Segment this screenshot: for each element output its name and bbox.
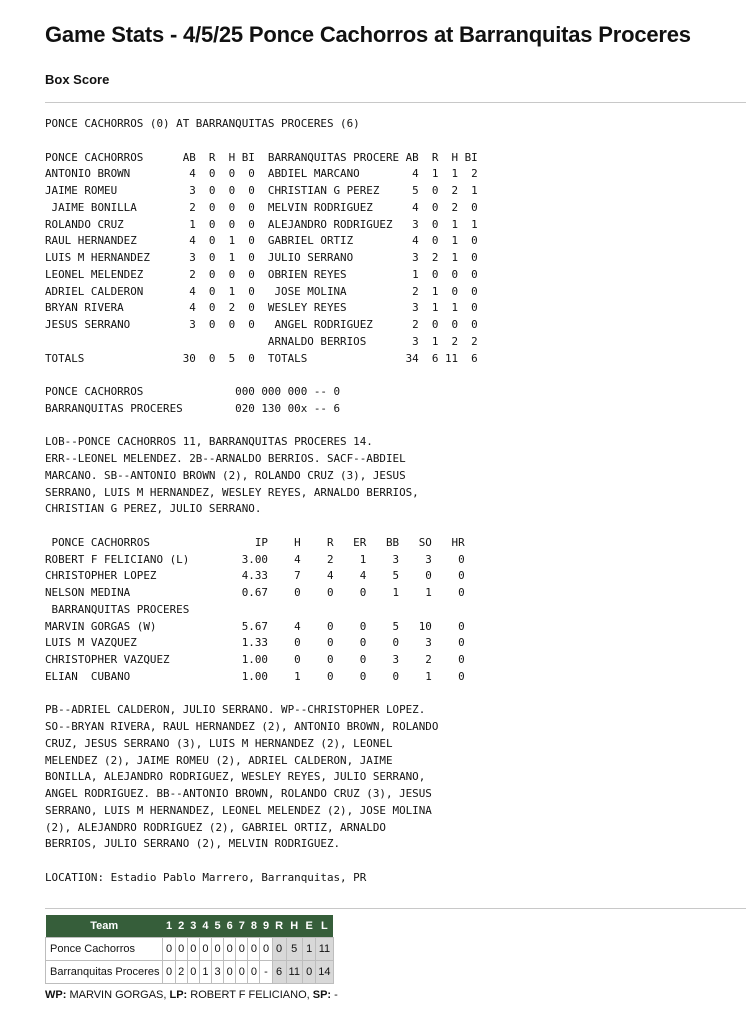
total-runs: 6 bbox=[272, 961, 286, 984]
linescore-header-row bbox=[46, 915, 334, 938]
team-name: Barranquitas Proceres bbox=[46, 961, 163, 984]
header-inning: 7 bbox=[236, 915, 248, 938]
wp-value: MARVIN GORGAS, bbox=[66, 989, 167, 1001]
total-hits: 11 bbox=[286, 961, 302, 984]
lp-label: LP: bbox=[169, 989, 188, 1001]
header-team: Team bbox=[46, 915, 163, 938]
inning-score: 0 bbox=[260, 938, 272, 961]
inning-score: 0 bbox=[224, 938, 236, 961]
sp-value: - bbox=[331, 989, 338, 1001]
inning-score: 2 bbox=[175, 961, 187, 984]
header-inning: 5 bbox=[211, 915, 223, 938]
inning-score: 0 bbox=[224, 961, 236, 984]
page-title: Game Stats - 4/5/25 Ponce Cachorros at Barranquitas Proceres bbox=[45, 22, 691, 47]
divider bbox=[45, 908, 746, 909]
section-title: Box Score bbox=[45, 72, 110, 87]
inning-score: - bbox=[260, 961, 272, 984]
total-hits: 5 bbox=[286, 938, 302, 961]
header-lob: L bbox=[316, 915, 333, 938]
inning-score: 0 bbox=[248, 961, 260, 984]
header-inning: 4 bbox=[199, 915, 211, 938]
inning-score: 0 bbox=[199, 938, 211, 961]
inning-score: 0 bbox=[163, 938, 175, 961]
inning-score: 0 bbox=[236, 938, 248, 961]
sp-label: SP: bbox=[312, 989, 332, 1001]
box-score-text: PONCE CACHORROS (0) AT BARRANQUITAS PROCERES (6) PONCE CACHORROS AB R H BI BARRANQUITAS PROCERE AB R H BI ANTONIO BROWN 4 0 0 0 ABDIEL MARCANO 4 1 1 2 JAIME ROMEU 3 0 0 0 CHRISTIAN G PEREZ 5 0 2 1 JAIME BONILLA 2 0 0 0 MELVIN RODRIGUEZ 4 0 2 0 ROLANDO CRUZ 1 0 0 0 ALEJANDRO RODRIGUEZ 3 0 1 1 RAUL HERNANDEZ 4 0 1 0 GABRIEL ORTIZ 4 0 1 0 LUIS M HERNANDEZ 3 0 1 0 JULIO SERRANO 3 2 1 0 LEONEL MELENDEZ 2 0 0 0 OBRIEN REYES 1 0 0 0 ADRIEL CALDERON 4 0 1 0 JOSE MOLINA 2 1 0 0 BRYAN RIVERA 4 0 2 0 WESLEY REYES 3 1 1 0 JESUS SERRANO 3 0 0 0 ANGEL RODRIGUEZ 2 0 0 0 ARNALDO BERRIOS 3 1 2 2 TOTALS 30 0 5 0 TOTALS 34 6 11 6 PONCE CACHORROS 000 000 000 -- 0 BARRANQUITAS PROCERES 020 130 00x -- 6 LOB--PONCE CACHORROS 11, BARRANQUITAS PROCERES 14. ERR--LEONEL MELENDEZ. 2B--ARNALDO BERRIOS. SACF--ABDIEL MARCANO. SB--ANTONIO BROWN (2), ROLANDO CRUZ (3), JESUS SERRANO, LUIS M HERNANDEZ, WESLEY REYES, ARNALDO BERRIOS, CHRISTIAN G PEREZ, JULIO SERRANO. PONCE CACHORROS IP H R ER BB SO HR ROBERT F FELICIANO (L) 3.00 4 2 1 3 3 0 CHRISTOPHER LOPEZ 4.33 7 4 4 5 0 0 NELSON MEDINA 0.67 0 0 0 1 1 0 BARRANQUITAS PROCERES MARVIN GORGAS (W) 5.67 4 0 0 5 10 0 LUIS M VAZQUEZ 1.33 0 0 0 0 3 0 CHRISTOPHER VAZQUEZ 1.00 0 0 0 3 2 0 ELIAN CUBANO 1.00 1 0 0 0 1 0 PB--ADRIEL CALDERON, JULIO SERRANO. WP--CHRISTOPHER LOPEZ. SO--BRYAN RIVERA, RAUL HERNANDEZ (2), ANTONIO BROWN, ROLANDO CRUZ, JESUS SERRANO (3), LUIS M HERNANDEZ (2), LEONEL MELENDEZ (2), JAIME ROMEU (2), ADRIEL CALDERON, JAIME BONILLA, ALEJANDRO RODRIGUEZ, WESLEY REYES, JULIO SERRANO, ANGEL RODRIGUEZ. BB--ANTONIO BROWN, ROLANDO CRUZ (3), JESUS SERRANO, LUIS M HERNANDEZ, LEONEL MELENDEZ (2), JOSE MOLINA (2), ALEJANDRO RODRIGUEZ (2), GABRIEL ORTIZ, ARNALDO BERRIOS, JULIO SERRANO (2), MELVIN RODRIGUEZ. LOCATION: Estadio Pablo Marrero, Barranquitas, PR bbox=[45, 117, 478, 884]
pitching-decisions bbox=[45, 989, 338, 1001]
divider bbox=[45, 102, 746, 103]
inning-score: 3 bbox=[211, 961, 223, 984]
header-runs: R bbox=[272, 915, 286, 938]
header-inning: 8 bbox=[248, 915, 260, 938]
inning-score: 1 bbox=[199, 961, 211, 984]
team-name: Ponce Cachorros bbox=[46, 938, 163, 961]
inning-score: 0 bbox=[187, 961, 199, 984]
inning-score: 0 bbox=[236, 961, 248, 984]
wp-label: WP: bbox=[45, 989, 67, 1001]
total-runs: 0 bbox=[272, 938, 286, 961]
total-errors: 1 bbox=[302, 938, 315, 961]
header-inning: 1 bbox=[163, 915, 175, 938]
inning-score: 0 bbox=[211, 938, 223, 961]
inning-score: 0 bbox=[187, 938, 199, 961]
inning-score: 0 bbox=[248, 938, 260, 961]
header-errors: E bbox=[302, 915, 315, 938]
total-lob: 14 bbox=[316, 961, 333, 984]
header-inning: 2 bbox=[175, 915, 187, 938]
inning-score: 0 bbox=[163, 961, 175, 984]
header-hits: H bbox=[286, 915, 302, 938]
linescore-row-home bbox=[46, 961, 334, 984]
header-inning: 9 bbox=[260, 915, 272, 938]
lp-value: ROBERT F FELICIANO, bbox=[187, 989, 310, 1001]
header-inning: 3 bbox=[187, 915, 199, 938]
linescore-table bbox=[45, 915, 334, 984]
linescore-row-away bbox=[46, 938, 334, 961]
inning-score: 0 bbox=[175, 938, 187, 961]
total-errors: 0 bbox=[302, 961, 315, 984]
header-inning: 6 bbox=[224, 915, 236, 938]
total-lob: 11 bbox=[316, 938, 333, 961]
